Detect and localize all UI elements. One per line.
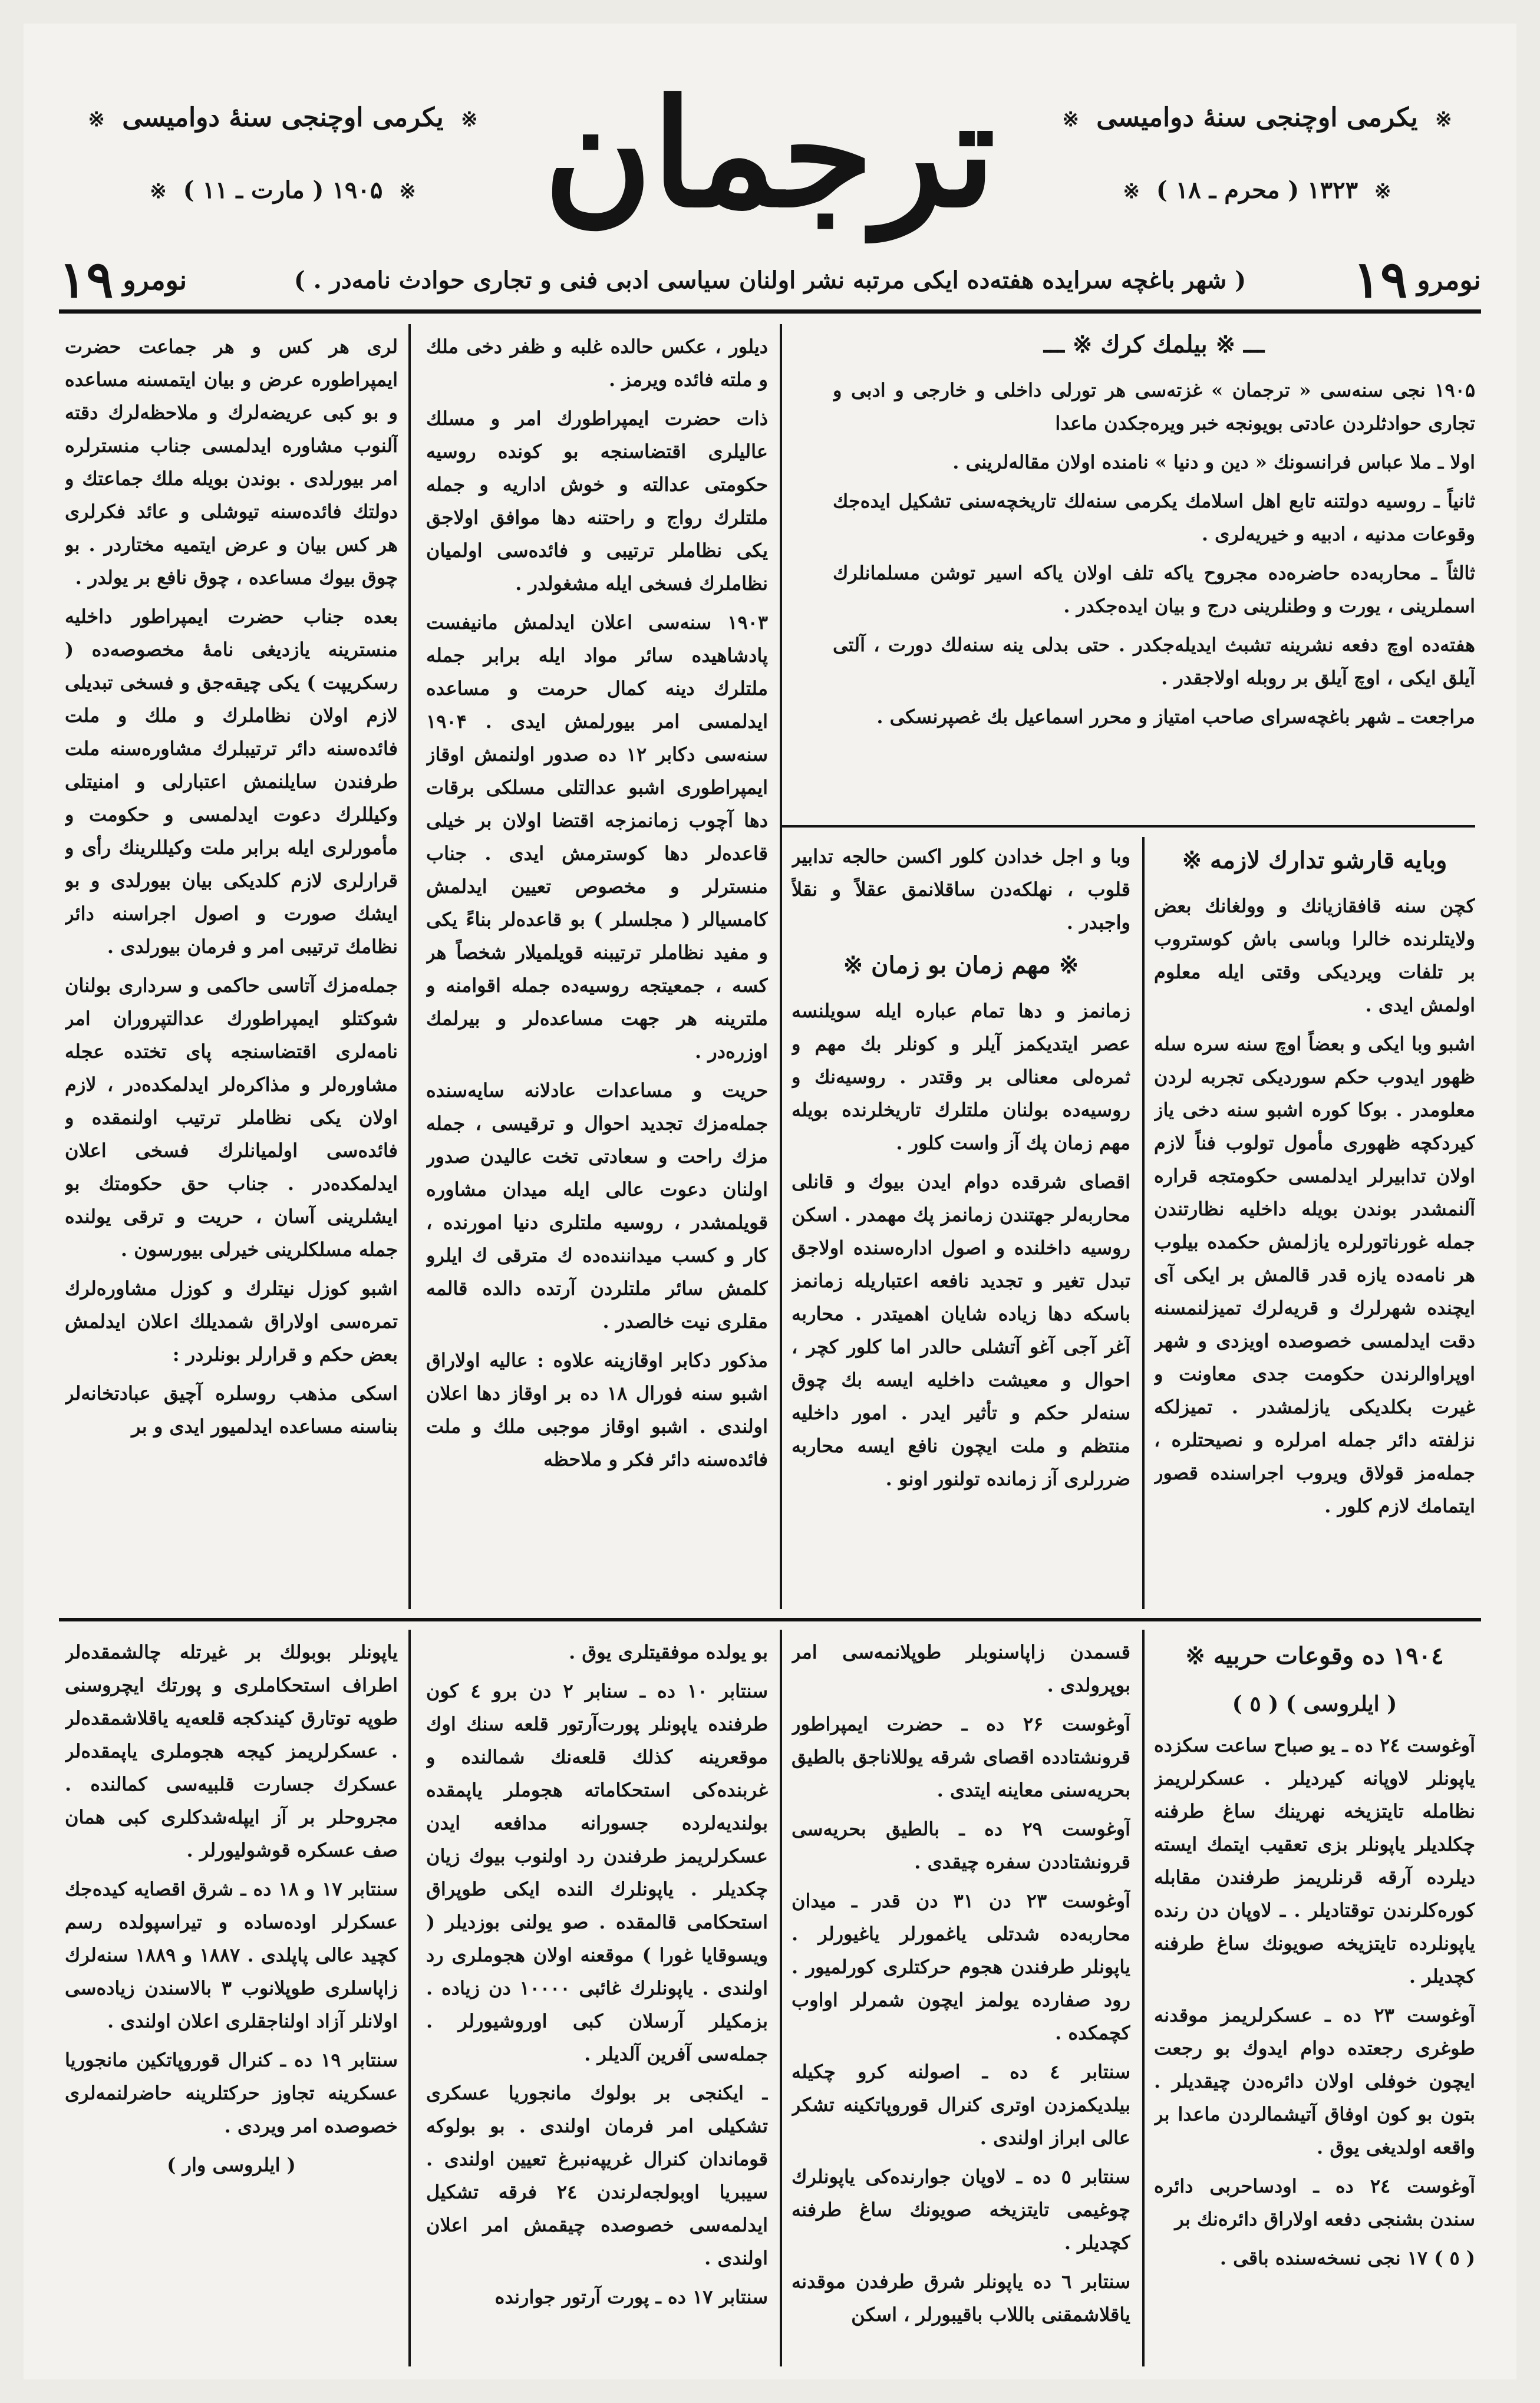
ornament-icon: ※ [399,180,416,203]
paragraph: اشبو كوزل نیتلرك و كوزل مشاوره‌لرك تمره‌سی اولاراق شمدیلك اعلان ایدلمش بعض حكم و قرارلر بونلردر : [65,1277,398,1366]
paragraph: آوغوست ۲۳ ده ـ عسكرلریمز موقدنه طوغری رجعتده دوام ایدوك بو رجعت ایچون خوفلی اولان دائره‌دن چیقدیلر . بتون بو كون اوفاق آتیشمالردن ماعدا بر واقعه اولدیغی یوق . [1154,2004,1475,2158]
ornament-icon: ※ [1123,180,1140,203]
year-line-right [1033,94,1481,143]
paragraph: ـ ایكنجی بر بولوك مانجوریا عسكری تشكیلی امر فرمان اولندی . بو بولوكه قوماندان كنرال غریپه‌نبرغ تعیین اولندی . سیبریا اوبولجه‌لرندن ۲٤ فرقه تشكیل ایدلمه‌سی خصوصده چیقمش امر اعلان اولندی . [426,2082,768,2269]
bottom-middle-right-column [792,1636,1130,2361]
paragraph: دیلور ، عكس حالده غلبه و ظفر دخی ملك و ملته فائده ویرمز . [426,335,768,391]
ornament-icon: ※ [1062,108,1079,131]
tagline-description: ( شهر باغچه سرایده هفته‌ده ایكی مرتبه نشر اولنان سیاسی ادبی فنی و تجاری حوادث نامه‌در . ) [294,266,1246,294]
masthead-rule [59,309,1481,314]
issue-number-left [59,250,187,309]
paragraph: حریت و مساعدات عادلانه سایه‌سنده جمله‌مزك تجدید احوال و ترقیسی ، جمله مزك راحت و سعادتی تخت عالیدن صدور اولنان دعوت عالی ایله میدان مشاوره قویلمشدر ، روسیه ملتلری دنیا امورنده ، كار و كسب میداننده‌ده ك مترقی ك ایلرو كلمش سائر ملتلردن آرتده دالده قالمه مقلری نیت خالصدر . [426,1079,768,1333]
paragraph: سنتابر ۱۷ و ۱۸ ده ـ شرق اقصایه كیده‌جك عسكرلر اوده‌ساده و تیراسپولده رسم كچید عالی پاپلدی . ۱۸۸۷ و ۱۸۸۹ سنه‌لرك زاپاسلری طوپلانوب ۳ بالاسندن زیاده‌سی اولانلر آزاد اولناجقلری اعلان اولندی . [65,1878,398,2032]
hijri-date: ۱۳۲۳ ( محرم ـ ۱۸ ) [1156,176,1358,204]
important-times-heading: ※ مهم زمان بو زمان ※ [843,951,1079,979]
gregorian-date-line [59,167,507,215]
ornament-icon: ※ [1435,108,1452,131]
paragraph: ۱۹۰۵ نجی سنه‌سی « ترجمان » غزته‌سی هر تورلی داخلی و خارجی و ادبی و تجاری حوادثلردن عادتی بویونجه خبر ویره‌جكدن ماعدا [833,379,1475,434]
column-rule [1142,1630,1145,2366]
newspaper-title: ترجمان [543,67,996,240]
issue-number-value: ۱۹ [59,250,114,309]
paragraph: ثالثاً ـ محاربه‌ده حاضره‌ده مجروح یاكه تلف اولان یاكه اسیر توشن مسلمانلرك اسملرینی ، یورت و وطنلرینی درج و بیان ایده‌جكدر . [833,562,1475,617]
year-text-right: یكرمی اوچنجی سنۀ دوامیسی [1096,103,1418,133]
war-events-heading: ۱۹۰٤ ده وقوعات حربیه ※ [1185,1642,1444,1670]
paragraph: سنتابر ٦ ده یاپونلر شرق طرفدن موقدنه یاقلاشمقنی باللاب باقیبورلر ، اسكن [792,2270,1130,2326]
masthead-left-block [59,94,507,215]
section-rule [782,825,1475,828]
paragraph: آوغوست ۲٤ ده ـ یو صباح ساعت سكزده یاپونلر لاوپانه كیردیلر . عسكرلریمز نظامله تایتزیخه نهرینك ساغ طرفنه چكلدیلر یاپونلر بزی تعقیب ایتمك ایسته دیلرده آرقه قرنلریمز طرفندن مقابله كوره‌كلرندن توقتادیلر . ـ لاوپان دن رنده یاپونلرده تایتزیخه صویونك ساغ طرفنه كچدیلر . [1154,1734,1475,1987]
paragraph: هفته‌ده اوچ دفعه نشرینه تشبث ایدیله‌جكدر . حتی بدلی ینه سنه‌لك دورت ، آلتی آیلق ایكی ، اوچ آیلق بر روبله اولاجقدر . [833,634,1475,689]
paragraph: آوغوست ۲۳ دن ۳۱ دن قدر ـ میدان محاربه‌ده شدتلی یاغمورلر یاغیورلر . یاپونلر طرفندن هجوم حركتلری كورلمیور . رود صفارده یولمز ایچون شمرلر اواوب كچمكده . [792,1890,1130,2044]
paragraph: وبا و اجل خدادن كلور اكسن حالجه تدابیر قلوب ، نهلكه‌دن ساقلانمق عقلاً و نقلاً واجبدر . [792,845,1130,934]
footnote: ( ٥ ) ۱۷ نجی نسخه‌سنده باقی . [1219,2247,1475,2269]
cholera-column [1154,840,1475,1600]
paragraph: ذات حضرت ایمپراطورك امر و مسلك عالیلری اقتضاسنجه بو كونده روسیه حكومتی عدالته و خوش اداریه و جمله ملتلرك رواج و راحتنه دها موافق اولاجق یكی نظاملر ترتیبی و فائده‌سی اولمیان نظاملرك فسخی ایله مشغولدر . [426,407,768,595]
hijri-date-line [1033,167,1481,215]
paragraph: اشبو وبا ایكی و بعضاً اوچ سنه سره سله ظهور ایدوب حكم سوردیكی تجربه لردن معلومدر . بوكا كوره اشبو سنه دخی یاز كیردكچه ظهوری مأمول تولوب فناً لازم اولان تدابیرلر ایدلمسی حكومتجه قراره آلنمشدر بوندن بویله داخلیه نظارتندن جمله غورناتورلره یازلمش حكمده بیلوب هر نامه‌ده یازه قدر قالمش بر ایكی آی ایچنده شهرلرك و قریه‌لرك تمیزلنمسنه دقت ایدلمسی خصوصده اویزدی و شهر اوپراوالرندن حكومت جدی معاونت و غیرت بكلدیكی یازلمشدر . تمیزلكه نزلفته دائر جمله امرلره و نصیحتلره ، جمله‌مز قولاق ویروب اجراسنده قصور ایتمامك لازم كلور . [1154,1033,1475,1517]
column-rule [408,324,411,1609]
paragraph: سنتابر ۱۷ ده ـ پورت آرتور جوارنده [494,2286,768,2308]
paragraph: اولا ـ ملا عباس فرانسونك « دین و دنیا » نامنده اولان مقاله‌لرینی . [952,451,1475,473]
column-rule [780,1630,782,2366]
paragraph: سنتابر ٥ ده ـ لاوپان جوارنده‌كی یاپونلرك چوغیمی تایتزیخه صویونك ساغ طرفنه كچدیلر . [792,2165,1130,2254]
ornament-icon: ※ [1374,180,1391,203]
paragraph: سنتابر ۱۹ ده ـ كنرال قوروپاتكین مانجوریا عسكرینه تجاوز حركتلرینه حاضرلنمه‌لری خصوصده امر ویردی . [65,2049,398,2137]
column-rule [1142,837,1145,1609]
left-column [65,330,398,1597]
issue-number-right [1353,250,1481,309]
newspaper-page [24,24,1516,2379]
masthead-right-block [1033,94,1481,215]
ornament-icon: ※ [150,180,167,203]
important-times-column [792,840,1130,1600]
paragraph: ۱۹۰۳ سنه‌سی اعلان ایدلمش مانیفست پادشاهیده سائر مواد ایله برابر جمله ملتلرك دینه كمال حرمت و مساعده ایدلمسی امر بیورلمش ایدی . ۱۹۰۴ سنه‌سی دكابر ۱۲ ده صدور اولنمش اوقاز ایمپراطوری اشبو عدالتلی مسلكی برقات دها آچوب زمانمزجه اقتضا اولان بر خیلی قاعده‌لر دها كوسترمش ایدی . جناب منسترلر و مخصوص تعیین ایدلمش كامسیالر ( مجلسلر ) بو قاعده‌لر بناءً یكی و مفید نظاملر ترتیبنه قویلمیلار شخصاً هر كسه ، جمعیتجه روسیه‌ده جمله اقوامنه و ملترینه هر جهت مساعده‌لر و بیرلمك اوزره‌در . [426,611,768,1063]
war-events-subheading: ( ایلروسی ) ( ٥ ) [1232,1692,1397,1716]
ornament-icon: ※ [88,108,105,131]
war-events-column [1154,1636,1475,2361]
notice-heading: ـــ ※ بیلمك كرك ※ ـــ [1043,331,1265,358]
cholera-heading: وبایه قارشو تدارك لازمه ※ [1182,846,1447,874]
continued-note: ( ایلروسی وار ) [167,2154,296,2176]
paragraph: آوغوست ۲٤ ده ـ اودساحربی دائره سندن بشنجی دفعه اولاراق دائره‌نك بر [1154,2175,1475,2230]
paragraph: كچن سنه قافقازیانك و وولغانك بعض ولایتلرنده خالرا وباسی باش كوستروب بر تلفات ویردیكی وقتی ایله معلوم اولمش ایدی . [1154,895,1475,1016]
tagline [59,250,1481,309]
paragraph: مراجعت ـ شهر باغچه‌سرای صاحب امتیاز و محرر اسماعیل بك غصپرنسكی . [876,706,1475,728]
column-rule [408,1630,411,2366]
paragraph: بعده جناب حضرت ایمپراطور داخلیه منسترینه یازدیغی نامۀ مخصوصه‌ده ( رسكریپت ) یكی چیقه‌جق و فسخی تبدیلی لازم اولان نظاملرك و ملك و ملت فائده‌سنه دائر ترتیبلرك مشاوره‌سنه ملت طرفندن سایلنمش اعتبارلی و امنیتلی وكیللرك دعوت ایدلمسی و حكومت و مأمورلری ایله برابر ملت وكیللرینك رأی و قرارلری لازم كلدیكی بیان بیورلدی و بو ایشك صورت و اصول اجراسنه دائر نظامك ترتیبی امر و فرمان بیورلدی . [65,605,398,958]
paragraph: اقصای شرقده دوام ایدن بیوك و قانلی محاربه‌لر جهتندن زمانمز پك مهمدر . اسكن روسیه داخلنده و اصول اداره‌سنده اولاجق تبدل تغیر و تجدید نافعه اعتباریله زمانمز باسكه دها زیاده شایان اهمیتدر . محاربه آغر آجی آغو آتشلی حالدر اما كلور كچر ، احوال و معیشت داخلیه ایسه بك چوق سنه‌لر حكم و تأثیر ایدر . امور داخلیه منتظم و ملت ایچون نافع ایسه محاربه ضررلری آز زمانده تولنور اونو . [792,1171,1130,1490]
middle-column [426,330,768,1597]
paragraph: مذكور دكابر اوقازینه علاوه : عالیه اولاراق اشبو سنه فورال ۱۸ ده بر اوقاز دها اعلان اولندی . اشبو اوقاز موجبی ملك و ملت فائده‌سنه دائر فكر و ملاحظه [426,1349,768,1471]
paragraph: یاپونلر بوبولك بر غیرتله چالشمقده‌لر اطراف استحكاملری و پورتك ایچروسنی طوپه توتارق كیندكجه قلعه‌یه یاقلاشمقده‌لر . عسكرلریمز كیجه هجوملری یاپمقده‌لر عسكرك جسارت قلبیه‌سی كمالنده . مجروحلر بر آز ایپله‌شدكلری كبی همان صف عسكره قوشولیورلر . [65,1641,398,1861]
issue-number-label: نومرو [123,264,187,296]
bottom-middle-left-column [426,1636,768,2361]
paragraph: ثانیاً ـ روسیه دولتنه تابع اهل اسلامك یكرمی سنه‌لك تاریخچه‌سنی تشكیل ایده‌جك وقوعات مدنیه ، ادبیه و خیریه‌لری . [833,490,1475,545]
ornament-icon: ※ [461,108,478,131]
notice-column [833,324,1475,813]
paragraph: جمله‌مزك آتاسی حاكمی و سرداری بولنان شوكتلو ایمپراطورك عدالتپروران امر نامه‌لری اقتضاسنجه پای تختده عجله مشاوره‌لر و مذاكره‌لر ایدلمكده‌در ، لازم اولان یكی نظاملر ترتیب اولنمقده و فائده‌سی اولمیانلرك فسخی اعلان ایدلمكده‌در . جناب حق حكومتك بو ایشلرینی آسان ، حریت و ترقی یولنده جمله مسلكلرینی خیرلی بیورسون . [65,974,398,1261]
paragraph: قسمدن زاپاسنوبلر طوپلانمه‌سی امر بوپرولدی . [792,1641,1130,1696]
bottom-left-column [65,1636,398,2361]
page-middle-rule [59,1618,1481,1621]
paragraph: سنتابر ٤ ده ـ اصولنه كرو چكیله بیلدیكمزدن اوتری كنرال قوروپاتكینه تشكر عالی ابراز اولندی . [792,2061,1130,2149]
issue-number-label: نومرو [1417,264,1481,296]
paragraph: بو یولده موفقیتلری یوق . [569,1641,768,1663]
paragraph: سنتابر ۱۰ ده ـ سنابر ۲ دن برو ٤ كون طرفنده یاپونلر پورت‌آرتور قلعه سنك اوك موقعرینه كذلك قلعه‌نك شمالنده و غربنده‌كی استحكاماته هجوملر یاپمقده بولندیه‌لرده جسورانه مدافعه ایدن عسكرلریمز طرفندن رد اولنوب بیوك زیان چكدیلر . یاپونلرك النده ایكی طوپراق استحكامی قالمقده . صو یولنی بوزدیلر ( ویسوقایا غورا ) موقعنه اولان هجوملری رد اولندی . یاپونلرك غائبی ۱۰۰۰۰ دن زیاده . بزمكیلر آرسلان كبی اوروشیورلر . جمله‌سی آفرین آلدیلر . [426,1680,768,2065]
paragraph: اسكی مذهب روسلره آچیق عبادتخانه‌لر بناسنه مساعده ایدلمیور ایدی و بر [65,1382,398,1438]
paragraph: زمانمز و دها تمام عباره ایله سویلنسه عصر ایتدیكمز آیلر و كونلر بك مهم و ثمره‌لی معنالی بر وقتدر . روسیه‌نك و روسیه‌ده بولنان ملتلرك تاریخلرنده بویله مهم زمان پك آز واست كلور . [792,1000,1130,1154]
masthead [24,24,1516,309]
year-line-left [59,94,507,143]
year-text-left: یكرمی اوچنجی سنۀ دوامیسی [122,103,444,133]
issue-number-value: ۱۹ [1353,250,1408,309]
paragraph: آوغوست ۲۹ ده ـ بالطیق بحریه‌سی قرونشتاددن سفره چیقدی . [792,1818,1130,1873]
gregorian-date: ۱۹۰۵ ( مارت ـ ۱۱ ) [183,176,383,204]
paragraph: لری هر كس و هر جماعت حضرت ایمپراطوره عرض و بیان ایتمسنه مساعده و بو كبی عریضه‌لرك و ملاحظه‌لرك دقته آلنوب مشاوره ایدلمسی جناب منسترلره امر بیورلدی . بوندن بویله ملك جماعتك و دولتك فائده‌سنه تیوشلی و عائد فكرلری هر كس بیان و عرض ایتمیه مختاردر . بو چوق بیوك مساعده ، چوق نافع بر یولدر . [65,335,398,589]
paragraph: آوغوست ۲۶ ده ـ حضرت ایمپراطور قرونشتادده اقصای شرقه یوللاناجق بالطیق بحریه‌سنی معاینه ایتدی . [792,1713,1130,1801]
column-rule [780,324,782,1609]
